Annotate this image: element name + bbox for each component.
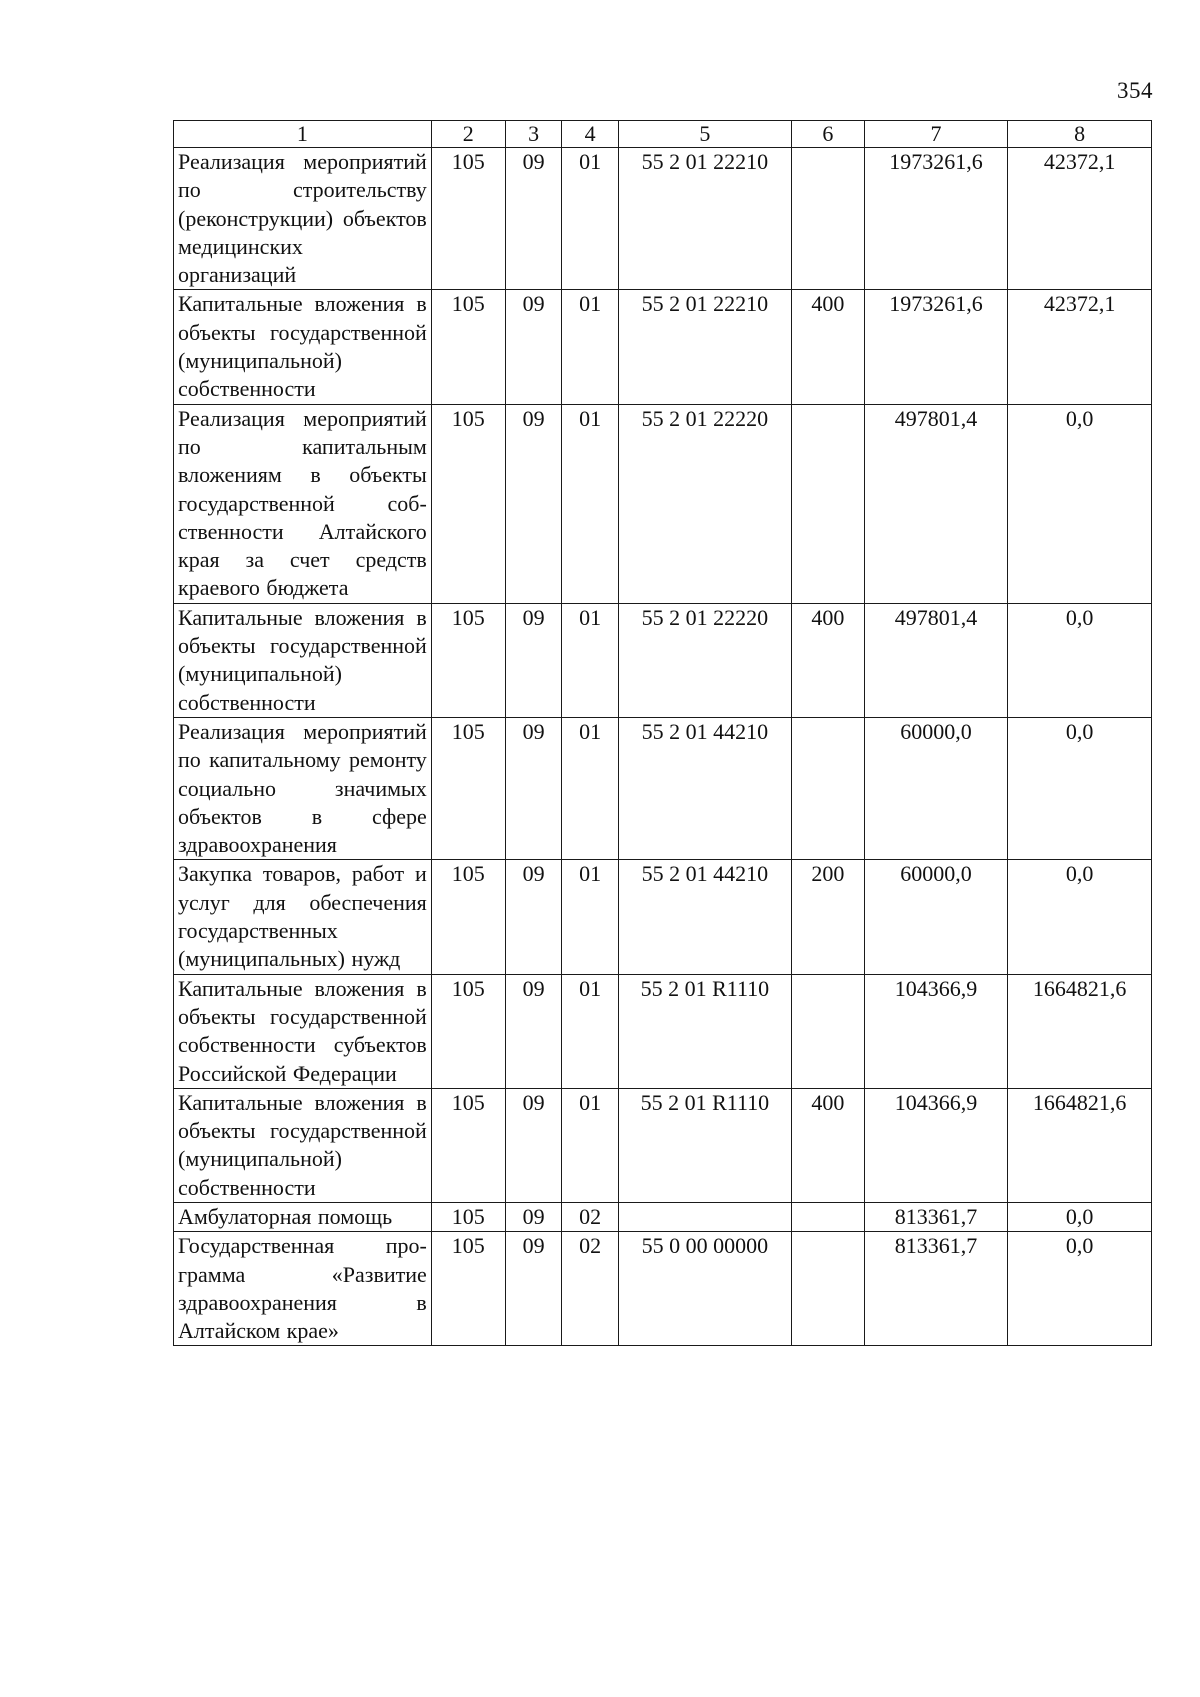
cell-col7: 497801,4 <box>864 603 1008 717</box>
budget-table <box>173 120 1152 1346</box>
row-name: Капитальные вложения в объекты государственной собственности субъектов Российской Федерации <box>174 974 432 1088</box>
cell-col7: 60000,0 <box>864 860 1008 974</box>
header-row <box>174 121 1152 148</box>
cell-col3: 09 <box>505 290 562 404</box>
cell-col4: 01 <box>562 1088 619 1202</box>
cell-col4: 01 <box>562 290 619 404</box>
cell-col6 <box>791 404 864 603</box>
cell-col2: 105 <box>431 603 505 717</box>
table-row <box>174 860 1152 974</box>
cell-col3: 09 <box>505 1088 562 1202</box>
cell-col5: 55 2 01 44210 <box>618 717 791 859</box>
cell-col4: 01 <box>562 860 619 974</box>
table-row <box>174 290 1152 404</box>
column-header-7: 7 <box>864 121 1008 148</box>
column-header-2: 2 <box>431 121 505 148</box>
cell-col2: 105 <box>431 1232 505 1346</box>
cell-col6 <box>791 1232 864 1346</box>
cell-col4: 01 <box>562 717 619 859</box>
cell-col8: 42372,1 <box>1008 290 1152 404</box>
cell-col7: 1973261,6 <box>864 148 1008 290</box>
row-name: Закупка товаров, работ и услуг для обеспечения государственных (муниципальных) нужд <box>174 860 432 974</box>
cell-col5: 55 2 01 22210 <box>618 290 791 404</box>
row-name: Капитальные вложения в объекты государственной (муниципальной) собственности <box>174 603 432 717</box>
row-name: Реализация мероприятий по строительству (реконструкции) объектов медицинских организаций <box>174 148 432 290</box>
cell-col2: 105 <box>431 974 505 1088</box>
cell-col8: 0,0 <box>1008 404 1152 603</box>
table-row <box>174 404 1152 603</box>
table-row <box>174 1202 1152 1231</box>
cell-col2: 105 <box>431 290 505 404</box>
cell-col3: 09 <box>505 1232 562 1346</box>
cell-col6 <box>791 974 864 1088</box>
table-row <box>174 1088 1152 1202</box>
cell-col8: 1664821,6 <box>1008 1088 1152 1202</box>
cell-col3: 09 <box>505 717 562 859</box>
cell-col2: 105 <box>431 1088 505 1202</box>
cell-col5: 55 0 00 00000 <box>618 1232 791 1346</box>
cell-col4: 01 <box>562 974 619 1088</box>
row-name: Капитальные вложения в объекты государственной (муниципальной) собственности <box>174 1088 432 1202</box>
cell-col6 <box>791 1202 864 1231</box>
cell-col5 <box>618 1202 791 1231</box>
cell-col6 <box>791 717 864 859</box>
cell-col8: 0,0 <box>1008 603 1152 717</box>
cell-col8: 0,0 <box>1008 1202 1152 1231</box>
row-name: Государственная программа «Развитие здравоохранения в Алтайском крае» <box>174 1232 432 1346</box>
cell-col4: 01 <box>562 404 619 603</box>
cell-col8: 0,0 <box>1008 1232 1152 1346</box>
cell-col3: 09 <box>505 860 562 974</box>
column-header-6: 6 <box>791 121 864 148</box>
column-header-8: 8 <box>1008 121 1152 148</box>
cell-col6 <box>791 148 864 290</box>
cell-col7: 813361,7 <box>864 1232 1008 1346</box>
table-row <box>174 603 1152 717</box>
cell-col5: 55 2 01 22210 <box>618 148 791 290</box>
cell-col7: 1973261,6 <box>864 290 1008 404</box>
cell-col5: 55 2 01 22220 <box>618 603 791 717</box>
cell-col7: 60000,0 <box>864 717 1008 859</box>
cell-col3: 09 <box>505 148 562 290</box>
cell-col4: 02 <box>562 1232 619 1346</box>
row-name: Реализация мероприятий по капитальному ремонту социально значимых объектов в сфере здравоохранения <box>174 717 432 859</box>
cell-col4: 02 <box>562 1202 619 1231</box>
cell-col8: 0,0 <box>1008 717 1152 859</box>
cell-col7: 813361,7 <box>864 1202 1008 1231</box>
row-name: Реализация мероприятий по капитальным вложениям в объекты государственной собственности Алтайского края за счет средств краевого бюджета <box>174 404 432 603</box>
cell-col8: 0,0 <box>1008 860 1152 974</box>
column-header-3: 3 <box>505 121 562 148</box>
cell-col6: 400 <box>791 290 864 404</box>
table-row <box>174 1232 1152 1346</box>
cell-col6: 400 <box>791 603 864 717</box>
cell-col8: 1664821,6 <box>1008 974 1152 1088</box>
row-name: Амбулаторная помощь <box>174 1202 432 1231</box>
cell-col3: 09 <box>505 404 562 603</box>
table-row <box>174 148 1152 290</box>
cell-col7: 104366,9 <box>864 974 1008 1088</box>
column-header-5: 5 <box>618 121 791 148</box>
cell-col2: 105 <box>431 404 505 603</box>
cell-col4: 01 <box>562 603 619 717</box>
cell-col5: 55 2 01 R1110 <box>618 974 791 1088</box>
cell-col2: 105 <box>431 860 505 974</box>
table-row <box>174 717 1152 859</box>
cell-col5: 55 2 01 R1110 <box>618 1088 791 1202</box>
cell-col3: 09 <box>505 974 562 1088</box>
cell-col3: 09 <box>505 1202 562 1231</box>
column-header-4: 4 <box>562 121 619 148</box>
cell-col3: 09 <box>505 603 562 717</box>
cell-col7: 104366,9 <box>864 1088 1008 1202</box>
cell-col8: 42372,1 <box>1008 148 1152 290</box>
cell-col5: 55 2 01 44210 <box>618 860 791 974</box>
cell-col6: 400 <box>791 1088 864 1202</box>
cell-col2: 105 <box>431 148 505 290</box>
table-row <box>174 974 1152 1088</box>
cell-col4: 01 <box>562 148 619 290</box>
cell-col2: 105 <box>431 1202 505 1231</box>
cell-col7: 497801,4 <box>864 404 1008 603</box>
column-header-1: 1 <box>174 121 432 148</box>
cell-col5: 55 2 01 22220 <box>618 404 791 603</box>
cell-col6: 200 <box>791 860 864 974</box>
page-number: 354 <box>1117 78 1153 103</box>
cell-col2: 105 <box>431 717 505 859</box>
row-name: Капитальные вложения в объекты государственной (муниципальной) собственности <box>174 290 432 404</box>
